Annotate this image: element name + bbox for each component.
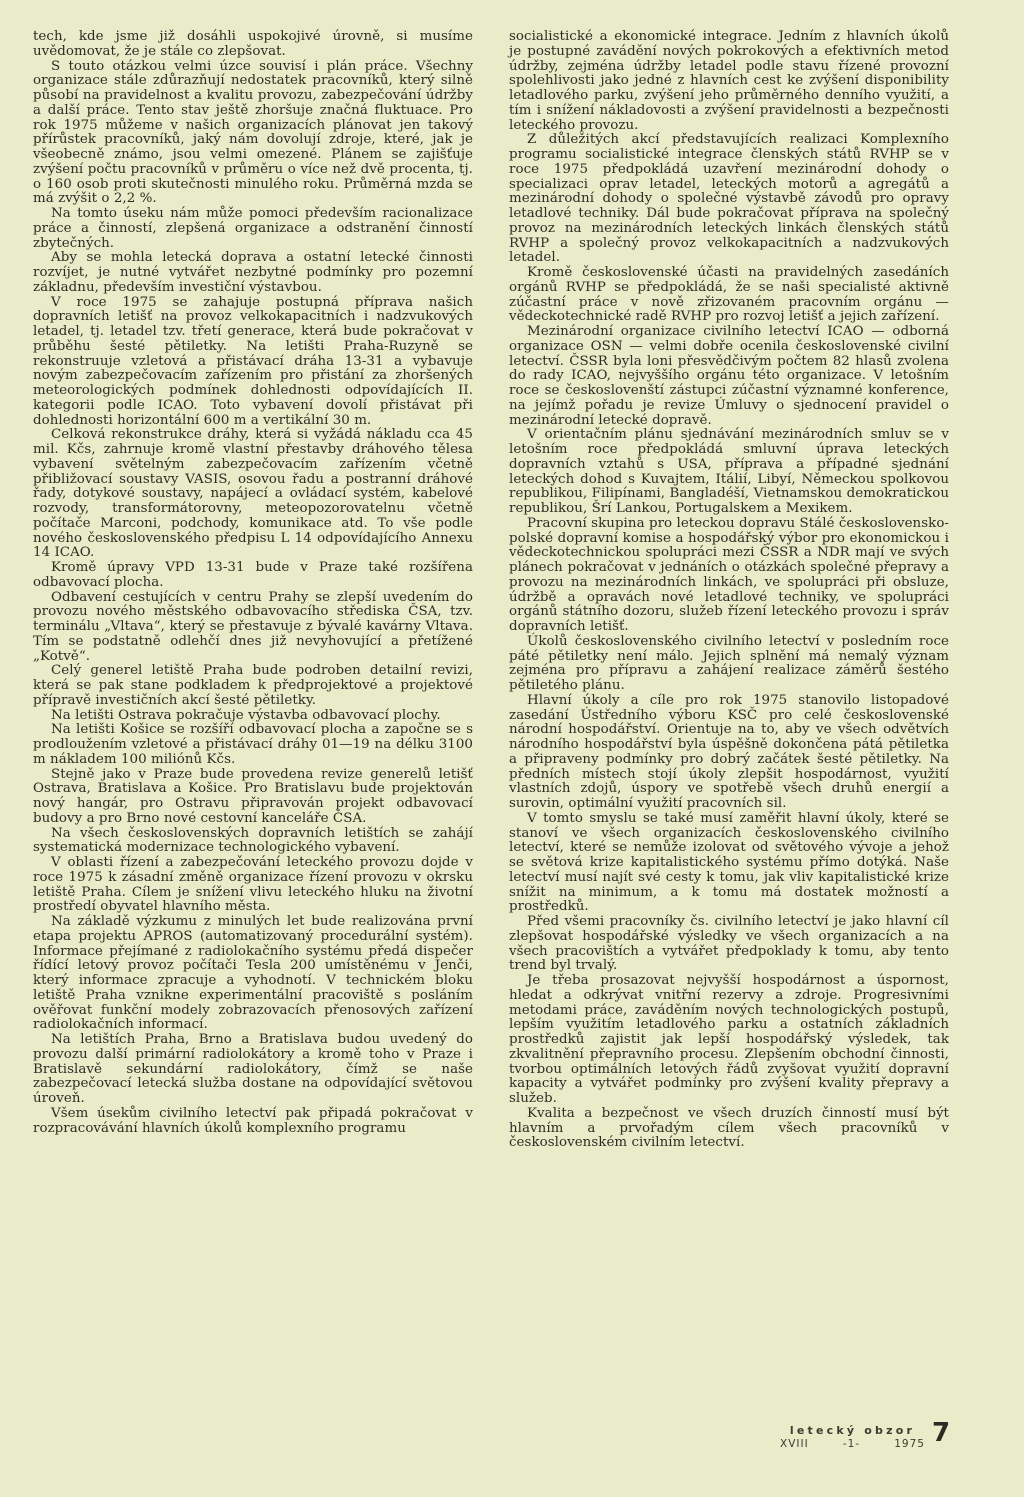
issue-year: 1975: [894, 1438, 925, 1450]
paragraph: Kvalita a bezpečnost ve všech druzích činností musí být hlavním a prvořadým cílem všech pracovníků v československém civilním letectví.: [509, 1105, 949, 1151]
issue-info: [780, 1438, 925, 1450]
paragraph: V orientačním plánu sjednávání mezinárodních smluv se v letošním roce předpokládá smluvní úprava leteckých dopravních vztahů s USA, příprava a případné sjednání leteckých dohod s Kuvajtem, Itálií, Libyí, Německou spolkovou republikou, Filipínami, Bangladéší, Vietnamskou demokratickou republikou, Šrí Lankou, Portugalskem a Mexikem.: [509, 427, 949, 516]
paragraph: Pracovní skupina pro leteckou dopravu Stálé československo-polské dopravní komise a hospodářský výbor pro ekonomickou i vědeckotechnickou spolupráci mezi ČSSR a NDR mají ve svých plánech pokračovat v jednáních o otázkách společné přepravy a provozu na mezinárodních linkách, ve spolupráci při obsluze, údržbě a opravách nové letadlové techniky, ve spolupráci orgánů státního dozoru, služeb řízení leteckého provozu i správ dopravních letišť.: [509, 515, 949, 634]
paragraph: Před všemi pracovníky čs. civilního letectví je jako hlavní cíl zlepšovat hospodářské výsledky ve všech organizacích a na všech pracovištích a vytvářet předpoklady k tomu, aby tento trend byl trvalý.: [509, 914, 949, 974]
paragraph: Stejně jako v Praze bude provedena revize generelů letišť Ostrava, Bratislava a Košice. Pro Bratislavu bude projektován nový hangár, pro Ostravu připravován projekt odbavovací budovy a pro Brno nové cestovní kanceláře ČSA.: [33, 766, 473, 826]
paragraph: Aby se mohla letecká doprava a ostatní letecké činnosti rozvíjet, je nutné vytvářet nezbytné podmínky pro pozemní základnu, především investiční výstavbou.: [33, 250, 473, 295]
paragraph: Mezinárodní organizace civilního letectví ICAO — odborná organizace OSN — velmi dobře ocenila československé civilní letectví. ČSSR byla loni přesvědčivým počtem 82 hlasů zvolena do rady ICAO, nejvyššího orgánu této organizace. V letošním roce se českoslovenští zástupci zúčastní významné konference, na jejímž pořadu je revize Úmluvy o sjednocení pravidel o mezinárodní letecké dopravě.: [509, 324, 949, 428]
paragraph: Kromě úpravy VPD 13-31 bude v Praze také rozšířena odbavovací plocha.: [33, 560, 473, 590]
paragraph: Kromě československé účasti na pravidelných zasedáních orgánů RVHP se předpokládá, že se naši specialisté aktivně zúčastní práce v nově zřizovaném pracovním orgánu — vědeckotechnické radě RVHP pro rozvoj letišť a jejich zařízení.: [509, 265, 949, 325]
paragraph: Úkolů československého civilního letectví v posledním roce páté pětiletky není málo. Jejich splnění má nemalý význam zejména pro přípravu a zahájení realizace záměrů šestého pětiletého plánu.: [509, 633, 949, 693]
paragraph: V oblasti řízení a zabezpečování leteckého provozu dojde v roce 1975 k zásadní změně organizace řízení provozu v okrsku letiště Praha. Cílem je snížení vlivu leteckého hluku na životní prostředí obyvatel hlavního města.: [33, 855, 473, 915]
paragraph: Na základě výzkumu z minulých let bude realizována první etapa projektu APROS (automatizovaný procedurální systém). Informace přejímané z radiolokačního systému předá dispečer řídící letový provoz počítači Tesla 200 umístěnému v Jenči, který informace zpracuje a vyhodnotí. V technickém bloku letiště Praha vznikne experimentální pracoviště s posláním ověřovat funkční modely zobrazovacích přenosových zařízení radiolokačních informací.: [33, 914, 473, 1033]
paragraph: V tomto smyslu se také musí zaměřit hlavní úkoly, které se stanoví ve všech organizacích československého civilního letectví, které se nemůže izolovat od světového vývoje a jehož se světová krize kapitalistického systému přímo dotýká. Naše letectví musí najít své cesty k tomu, jak vliv kapitalistické krize snížit na minimum, a k tomu má dostatek možností a prostředků.: [509, 810, 949, 915]
page-number: 7: [932, 1418, 951, 1448]
paragraph: Je třeba prosazovat nejvyšší hospodárnost a úspornost, hledat a odkrývat vnitřní rezervy a zdroje. Progresivními metodami práce, zaváděním nových technologických postupů, lepším využitím letadlového parku a ostatních základních prostředků zajistit jak lepší hospodářský výsledek, tak zkvalitnění přepravního procesu. Zlepšením obchodní činnosti, tvorbou optimálních letových řádů zvyšovat využití dopravní kapacity a vytvářet podmínky pro zvýšení kvality přepravy a služeb.: [509, 973, 949, 1106]
paragraph: socialistické a ekonomické integrace. Jedním z hlavních úkolů je postupné zavádění nových pokrokových a efektivních metod údržby, zejména údržby letadel podle stavu řízené provozní spolehlivosti jako jedné z hlavních cest ke zvýšení disponibility letadlového parku, zvýšení jeho průměrného denního využití, a tím i snížení nákladovosti a zvýšení pravidelnosti a bezpečnosti leteckého provozu.: [509, 29, 949, 133]
magazine-title: letecký obzor: [789, 1424, 916, 1437]
volume-number: XVIII: [780, 1438, 809, 1450]
paragraph: Na letištích Praha, Brno a Bratislava budou uvedený do provozu další primární radiolokátory a kromě toho v Praze i Bratislavě sekundární radiolokátory, čímž se naše zabezpečovací letecká služba dostane na odpovídající světovou úroveň.: [33, 1032, 473, 1106]
paragraph: S touto otázkou velmi úzce souvisí i plán práce. Všechny organizace stále zdůrazňují nedostatek pracovníků, který silně působí na pravidelnost a kvalitu provozu, zabezpečování údržby a další práce. Tento stav ještě zhoršuje značná fluktuace. Pro rok 1975 můžeme v našich organizacích plánovat jen takový přírůstek pracovníků, jaký nám dovolují zdroje, které, jak je všeobecně známo, jsou velmi omezené. Plánem se zajišťuje zvýšení počtu pracovníků v průměru o více než dvě procenta, tj. o 160 osob proti skutečnosti minulého roku. Průměrná mzda se má zvýšit o 2,2 %.: [33, 58, 473, 207]
paragraph: Na letišti Košice se rozšíří odbavovací plocha a započne se s prodloužením vzletové a přistávací dráhy 01—19 na délku 3100 m nákladem 100 miliónů Kčs.: [33, 722, 473, 767]
page-footer: [780, 1418, 980, 1464]
paragraph: Na tomto úseku nám může pomoci především racionalizace práce a činností, zlepšená organizace a odstranění činností zbytečných.: [33, 206, 473, 251]
left-text-column: [33, 30, 473, 1136]
paragraph: V roce 1975 se zahajuje postupná příprava našich dopravních letišť na provoz velkokapacitních i nadzvukových letadel, tj. letadel tzv. třetí generace, která bude pokračovat v průběhu šesté pětiletky. Na letišti Praha-Ruzyně se rekonstruuje vzletová a přistávací dráha 13-31 a vybavuje novým zabezpečovacím zařízením pro přistání za zhoršených meteorologických podmínek dohlednosti odpovídajících II. kategorii podle ICAO. Toto vybavení dovolí přistávat při dohlednosti horizontální 600 m a vertikální 30 m.: [33, 294, 473, 428]
paragraph: Odbavení cestujících v centru Prahy se zlepší uvedením do provozu nového městského odbavovacího střediska ČSA, tzv. terminálu „Vltava“, který se přestavuje z bývalé kavárny Vltava. Tím se podstatně odlehčí dnes již nevyhovující a přetížené „Kotvě“.: [33, 589, 473, 664]
paragraph: Všem úsekům civilního letectví pak připadá pokračovat v rozpracovávání hlavních úkolů komplexního programu: [33, 1105, 473, 1136]
paragraph: Celková rekonstrukce dráhy, která si vyžádá nákladu cca 45 mil. Kčs, zahrnuje kromě vlastní přestavby dráhového tělesa vybavení světelným zabezpečovacím zařízením včetně přibližovací soustavy VASIS, osovou řadu a postranní dráhové řady, dotykové soustavy, napájecí a ovládací systém, kabelové rozvody, transformátorovny, meteopozorovatelnu včetně počítače Marconi, podchody, komunikace atd. To vše podle nového československého předpisu L 14 odpovídajícího Annexu 14 ICAO.: [33, 427, 473, 561]
paragraph: Na všech československých dopravních letištích se zahájí systematická modernizace technologického vybavení.: [33, 825, 473, 856]
paragraph: Hlavní úkoly a cíle pro rok 1975 stanovilo listopadové zasedání Ústředního výboru KSČ pro celé československé národní hospodářství. Orientuje na to, aby ve všech odvětvích národního hospodářství byla úspěšně dokončena pátá pětiletka a připraveny podmínky pro dobrý začátek šesté pětiletky. Na předních místech stojí úkoly zlepšit hospodárnost, využití vlastních zdojů, úspory ve spotřebě všech druhů energií a surovin, optimální využití pracovních sil.: [509, 692, 949, 811]
paragraph: Celý generel letiště Praha bude podroben detailní revizi, která se pak stane podkladem k předprojektové a projektové přípravě investičních akcí šesté pětiletky.: [33, 663, 473, 708]
right-text-column: [509, 30, 949, 1151]
paragraph: Z důležitých akcí představujících realizaci Komplexního programu socialistické integrace členských států RVHP se v roce 1975 předpokládá uzavření mezinárodní dohody o specializaci oprav letadel, leteckých motorů a agregátů a mezinárodní dohody o společné výstavbě závodů pro opravy letadlové techniky. Dál bude pokračovat příprava na společný provoz na mezinárodních leteckých linkách členských států RVHP a společný provoz velkokapacitních a nadzvukových letadel.: [509, 132, 949, 266]
paragraph: Na letišti Ostrava pokračuje výstavba odbavovací plochy.: [51, 707, 441, 723]
issue-number: -1-: [842, 1438, 861, 1450]
paragraph: tech, kde jsme již dosáhli uspokojivé úrovně, si musíme uvědomovat, že je stále co zlepšovat.: [33, 29, 473, 59]
